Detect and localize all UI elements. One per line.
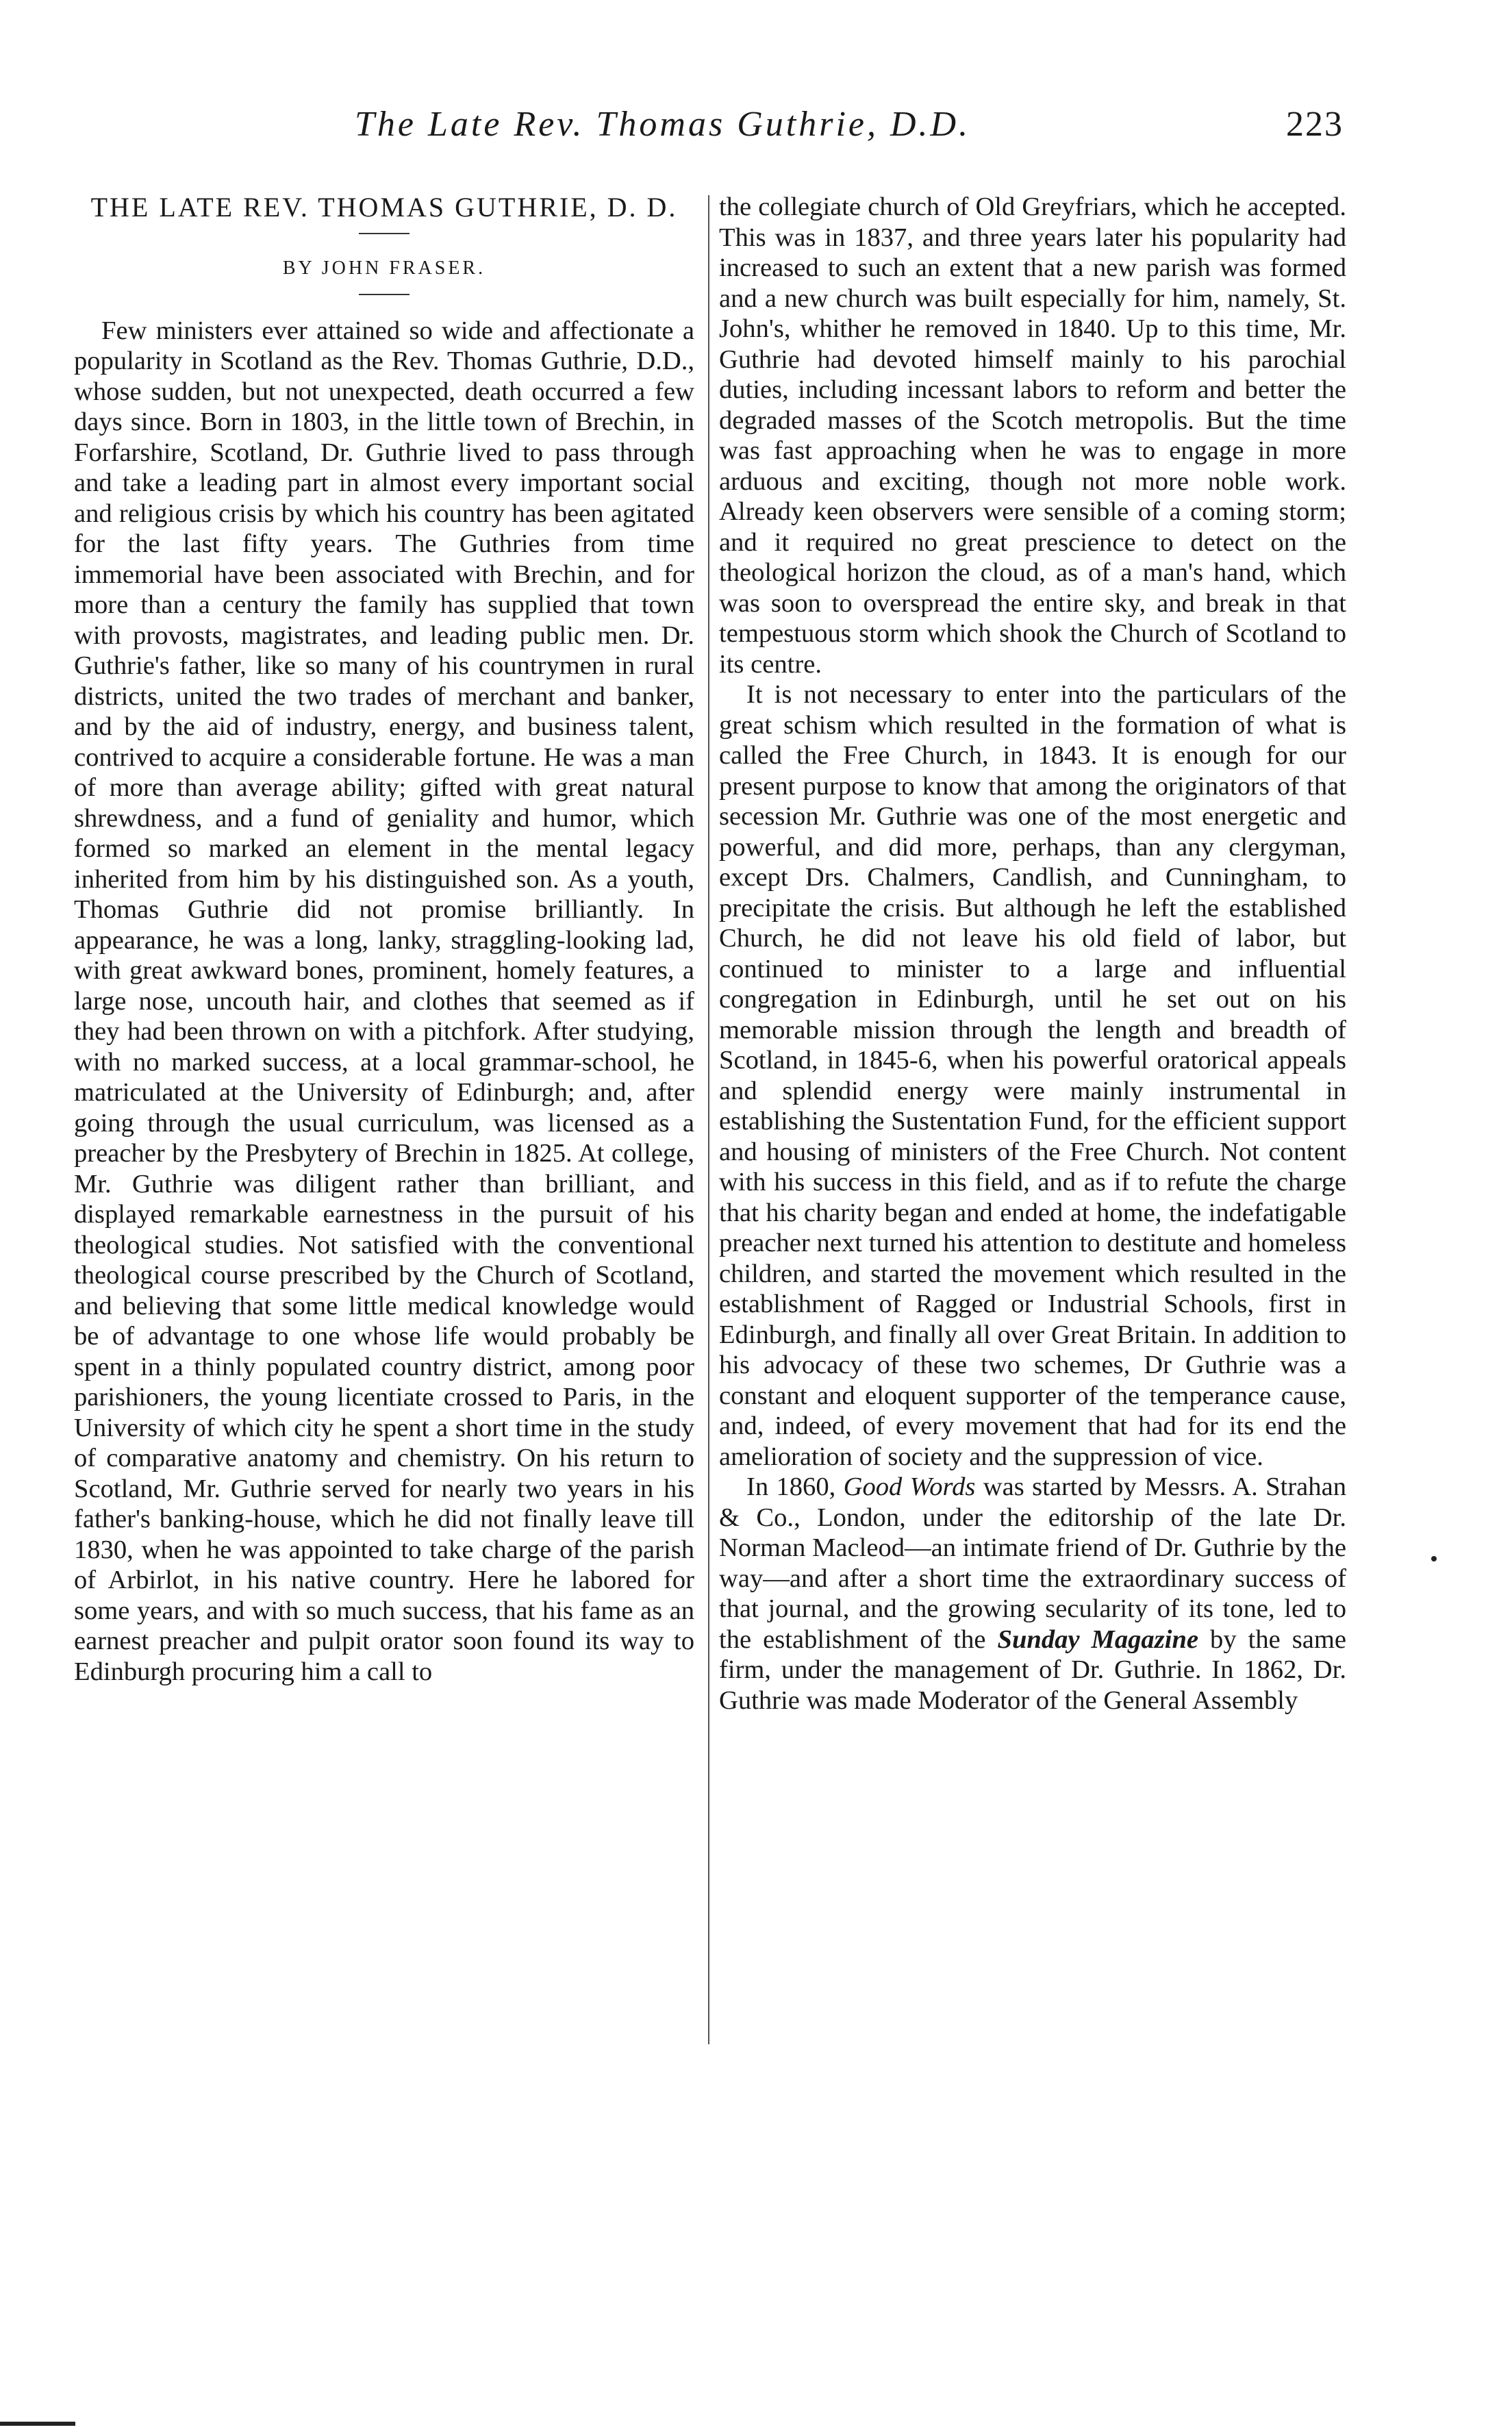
text-run: In 1860,: [746, 1472, 844, 1501]
text-run: by the same firm, under the management of Dr. Guthrie. In 1862, Dr. Guthrie was made Moderator of the General Assembly: [719, 1624, 1346, 1715]
right-column: [719, 192, 1346, 1716]
paragraph: [719, 1472, 1346, 1716]
title-rule: [359, 233, 410, 234]
running-title: The Late Rev. Thomas Guthrie, D.D.: [355, 105, 971, 144]
column-divider: [708, 195, 709, 2044]
running-head: [0, 104, 1512, 152]
page-number: 223: [1286, 105, 1344, 144]
bottom-mark: [0, 2422, 75, 2426]
margin-dot: [1431, 1556, 1437, 1561]
byline-rule: [359, 294, 410, 295]
byline: BY JOHN FRASER.: [282, 258, 486, 279]
paragraph: the collegiate church of Old Greyfriars, which he accepted. This was in 1837, and three years later his popularity had increased to such an extent that a new parish was formed and a new church was built especially for him, namely, St. John's, whither he removed in 1840. Up to this time, Mr. Guthrie had devoted himself mainly to his parochial duties, including incessant labors to reform and better the degraded masses of the Scotch metropolis. But the time was fast approaching when he was to engage in more arduous and exciting, though not more noble work. Already keen observers were sensible of a coming storm; and it required no great prescience to detect on the theological horizon the cloud, as of a man's hand, which was soon to overspread the entire sky, and break in that tempestuous storm which shook the Church of Scotland to its centre.: [719, 192, 1346, 679]
left-column: [74, 192, 694, 1687]
paragraph: It is not necessary to enter into the particulars of the great schism which resulted in the formation of what is called the Free Church, in 1843. It is enough for our present purpose to know that among the originators of that secession Mr. Guthrie was one of the most energetic and powerful, and did more, perhaps, than any clergyman, except Drs. Chalmers, Candlish, and Cunningham, to precipitate the crisis. But although he left the established Church, he did not leave his old field of labor, but continued to minister to a large and influential congregation in Edinburgh, until he set out on his memorable mission through the length and breadth of Scotland, in 1845-6, when his powerful oratorical appeals and splendid energy were mainly instrumental in establishing the Sustentation Fund, for the efficient support and housing of ministers of the Free Church. Not content with his success in this field, and as if to refute the charge that his charity began and ended at home, the indefatigable preacher next turned his attention to destitute and homeless children, and started the movement which resulted in the establishment of Ragged or Industrial Schools, first in Edinburgh, and finally all over Great Britain. In addition to his advocacy of these two schemes, Dr Guthrie was a constant and eloquent supporter of the temperance cause, and, indeed, of every movement that had for its end the amelioration of society and the suppression of vice.: [719, 680, 1346, 1471]
magazine-title: Sunday Magazine: [997, 1624, 1199, 1654]
text-run: was started by Messrs. A. Strahan & Co., London, under the editorship of the late Dr. Norman Macleod—an intimate friend of Dr. Guthrie by the way—and after a short time the extraordinary success of that journal, and the growing secularity of its tone, led to the establishment of the: [719, 1472, 1346, 1654]
article-title: THE LATE REV. THOMAS GUTHRIE, D. D.: [90, 192, 678, 223]
paragraph: Few ministers ever attained so wide and affectionate a popularity in Scotland as the Rev. Thomas Guthrie, D.D., whose sudden, but not unexpected, death occurred a few days since. Born in 1803, in the little town of Brechin, in Forfarshire, Scotland, Dr. Guthrie lived to pass through and take a leading part in almost every important social and religious crisis by which his country has been agitated for the last fifty years. The Guthries from time immemorial have been associated with Brechin, and for more than a century the family has supplied that town with provosts, magistrates, and leading public men. Dr. Guthrie's father, like so many of his countrymen in rural districts, united the two trades of merchant and banker, and by the aid of industry, energy, and business talent, contrived to acquire a considerable fortune. He was a man of more than average ability; gifted with great natural shrewdness, and a fund of geniality and humor, which formed so marked an element in the mental legacy inherited from him by his distinguished son. As a youth, Thomas Guthrie did not promise brilliantly. In appearance, he was a long, lanky, straggling-looking lad, with great awkward bones, prominent, homely features, a large nose, uncouth hair, and clothes that seemed as if they had been thrown on with a pitchfork. After studying, with no marked success, at a local grammar-school, he matriculated at the University of Edinburgh; and, after going through the usual curriculum, was licensed as a preacher by the Presbytery of Brechin in 1825. At college, Mr. Guthrie was diligent rather than brilliant, and displayed remarkable earnestness in the pursuit of his theological studies. Not satisfied with the conventional theological course prescribed by the Church of Scotland, and believing that some little medical knowledge would be of advantage to one whose life would probably be spent in a thinly populated country district, among poor parishioners, the young licentiate crossed to Paris, in the University of which city he spent a short time in the study of comparative anatomy and chemistry. On his return to Scotland, Mr. Guthrie served for nearly two years in his father's banking-house, which he did not finally leave till 1830, when he was appointed to take charge of the parish of Arbirlot, in his native country. Here he labored for some years, and with so much success, that his fame as an earnest preacher and pulpit orator soon found its way to Edinburgh procuring him a call to: [74, 316, 694, 1686]
magazine-title: Good Words: [843, 1472, 976, 1501]
